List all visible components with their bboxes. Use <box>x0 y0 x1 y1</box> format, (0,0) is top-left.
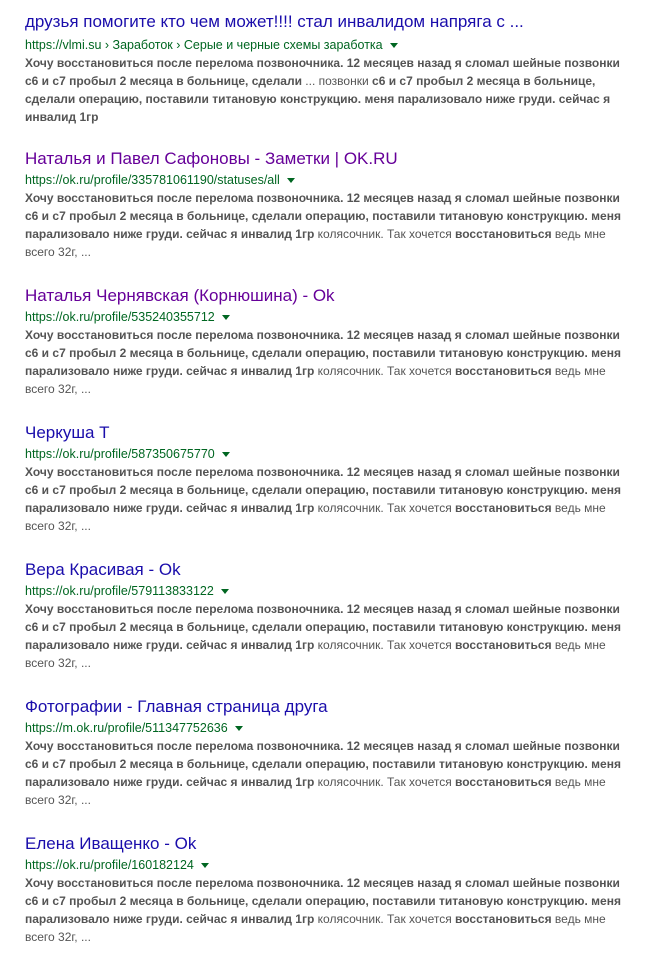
snippet-bold: Хочу восстановиться после перелома позвоночника. 12 месяцев назад я сломал шейные позвонки с6 и с7 пробыл 2 месяца в больнице, сделали операцию, поставили титановую конструкцию. меня парализовало ниже груди. сейчас я инвалид 1гр <box>25 876 621 926</box>
search-result <box>25 697 630 809</box>
search-result <box>25 149 630 261</box>
snippet-bold: восстановиться <box>455 912 552 926</box>
result-title-link[interactable]: друзья помогите кто чем может!!!! стал инвалидом напряга с ... <box>25 12 524 31</box>
result-url <box>25 582 630 600</box>
snippet-text: ... позвонки <box>301 74 373 88</box>
snippet-bold: восстановиться <box>455 501 552 515</box>
snippet-bold: Хочу восстановиться после перелома позвоночника. 12 месяцев назад я сломал шейные позвонки с6 и с7 пробыл 2 месяца в больнице, сделали операцию, поставили титановую конструкцию. меня парализовало ниже груди. сейчас я инвалид 1гр <box>25 602 621 652</box>
snippet-text: колясочник. Так хочется <box>314 227 456 241</box>
result-snippet <box>25 874 630 946</box>
result-breadcrumb: › Заработок › Серые и черные схемы заработка <box>101 38 383 52</box>
caret-down-icon[interactable] <box>221 589 229 594</box>
snippet-bold: Хочу восстановиться после перелома позвоночника. 12 месяцев назад я сломал шейные позвонки с6 и с7 пробыл 2 месяца в больнице, сделали операцию, поставили титановую конструкцию. меня парализовало ниже груди. сейчас я инвалид 1гр <box>25 328 621 378</box>
result-snippet <box>25 737 630 809</box>
search-result <box>25 834 630 946</box>
snippet-text: колясочник. Так хочется <box>314 912 456 926</box>
snippet-bold: Хочу восстановиться после перелома позвоночника. 12 месяцев назад я сломал шейные позвонки с6 и с7 пробыл 2 месяца в больнице, сделали <box>25 56 620 88</box>
snippet-text: колясочник. Так хочется <box>314 364 456 378</box>
snippet-bold: Хочу восстановиться после перелома позвоночника. 12 месяцев назад я сломал шейные позвонки с6 и с7 пробыл 2 месяца в больнице, сделали операцию, поставили титановую конструкцию. меня парализовало ниже груди. сейчас я инвалид 1гр <box>25 465 621 515</box>
result-url <box>25 36 630 54</box>
snippet-bold: восстановиться <box>455 364 552 378</box>
result-snippet <box>25 326 630 398</box>
result-url-text: https://ok.ru/profile/535240355712 <box>25 310 215 324</box>
snippet-text: колясочник. Так хочется <box>314 501 456 515</box>
result-snippet <box>25 189 630 261</box>
snippet-bold: Хочу восстановиться после перелома позвоночника. 12 месяцев назад я сломал шейные позвонки с6 и с7 пробыл 2 месяца в больнице, сделали операцию, поставили титановую конструкцию. меня парализовало ниже груди. сейчас я инвалид 1гр <box>25 739 621 789</box>
snippet-text: ведь мне всего 32г, ... <box>25 912 606 944</box>
snippet-bold: восстановиться <box>455 775 552 789</box>
search-result <box>25 286 630 398</box>
caret-down-icon[interactable] <box>201 863 209 868</box>
snippet-bold: восстановиться <box>455 638 552 652</box>
snippet-text: ведь мне всего 32г, ... <box>25 638 606 670</box>
snippet-text: ведь мне всего 32г, ... <box>25 501 606 533</box>
result-url <box>25 719 630 737</box>
result-url-text: https://ok.ru/profile/587350675770 <box>25 447 215 461</box>
search-result <box>25 423 630 535</box>
snippet-text: ведь мне всего 32г, ... <box>25 364 606 396</box>
caret-down-icon[interactable] <box>235 726 243 731</box>
result-url <box>25 445 630 463</box>
snippet-bold: Хочу восстановиться после перелома позвоночника. 12 месяцев назад я сломал шейные позвонки с6 и с7 пробыл 2 месяца в больнице, сделали операцию, поставили титановую конструкцию. меня парализовало ниже груди. сейчас я инвалид 1гр <box>25 191 621 241</box>
caret-down-icon[interactable] <box>390 43 398 48</box>
snippet-text: колясочник. Так хочется <box>314 775 456 789</box>
result-url-text: https://ok.ru/profile/160182124 <box>25 858 194 872</box>
search-result <box>25 560 630 672</box>
result-snippet <box>25 600 630 672</box>
result-title-link[interactable]: Фотографии - Главная страница друга <box>25 697 328 716</box>
result-title-link[interactable]: Наталья Чернявская (Корнюшина) - Ok <box>25 286 335 305</box>
result-url-text: https://m.ok.ru/profile/511347752636 <box>25 721 228 735</box>
search-result <box>25 12 630 126</box>
snippet-text: ведь мне всего 32г, ... <box>25 227 606 259</box>
result-title-link[interactable]: Елена Иващенко - Ok <box>25 834 197 853</box>
result-url-text: https://ok.ru/profile/579113833122 <box>25 584 214 598</box>
snippet-text: колясочник. Так хочется <box>314 638 456 652</box>
result-snippet <box>25 54 630 126</box>
result-title-link[interactable]: Наталья и Павел Сафоновы - Заметки | OK.RU <box>25 149 398 168</box>
result-url <box>25 308 630 326</box>
result-url-text: https://vlmi.su <box>25 38 102 52</box>
caret-down-icon[interactable] <box>222 315 230 320</box>
caret-down-icon[interactable] <box>222 452 230 457</box>
result-url <box>25 171 630 189</box>
result-url-text: https://ok.ru/profile/335781061190/statuses/all <box>25 173 280 187</box>
result-url <box>25 856 630 874</box>
result-title-link[interactable]: Черкуша Т <box>25 423 110 442</box>
snippet-text: ведь мне всего 32г, ... <box>25 775 606 807</box>
caret-down-icon[interactable] <box>287 178 295 183</box>
snippet-bold: восстановиться <box>455 227 552 241</box>
result-snippet <box>25 463 630 535</box>
result-title-link[interactable]: Вера Красивая - Ok <box>25 560 181 579</box>
snippet-bold: с6 и с7 пробыл 2 месяца в больнице, сделали операцию, поставили титановую конструкцию. меня парализовало ниже груди. сейчас я инвалид 1гр <box>25 74 611 124</box>
